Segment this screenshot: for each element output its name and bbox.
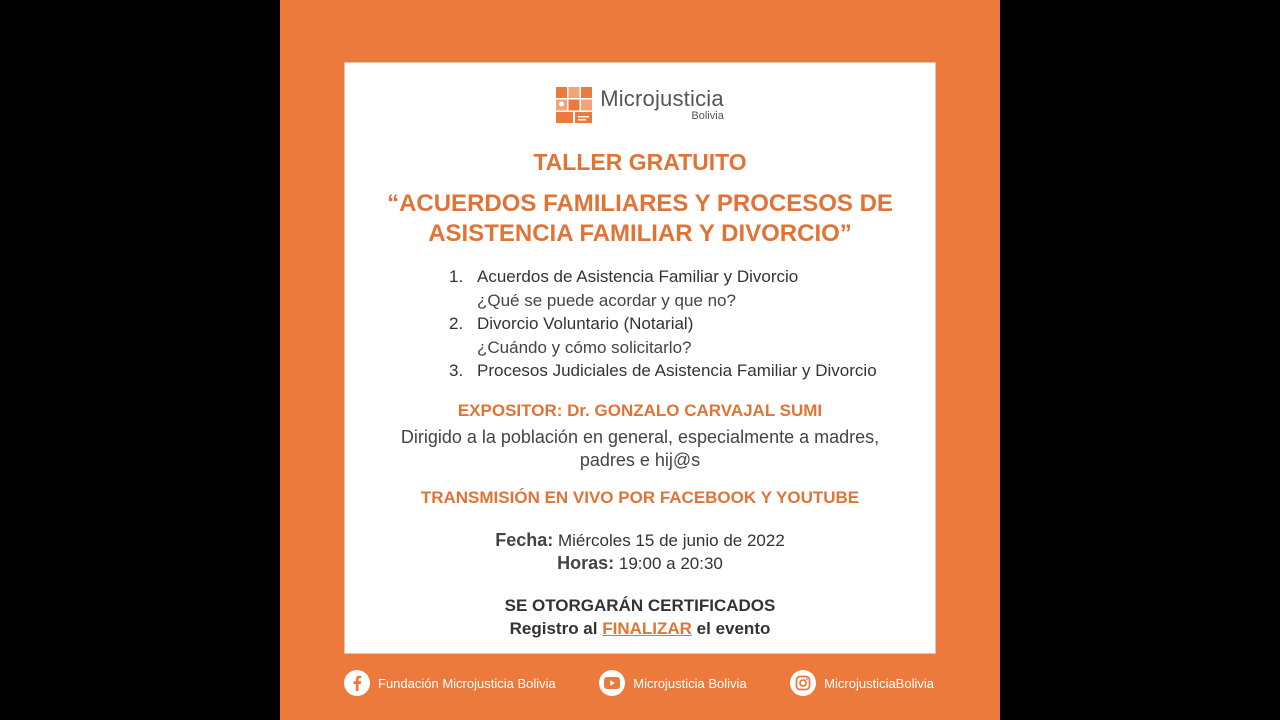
- facebook-link[interactable]: [344, 670, 556, 696]
- certificates-text: SE OTORGARÁN CERTIFICADOS: [504, 596, 776, 615]
- workshop-subtitle-line1: “ACUERDOS FAMILIARES Y PROCESOS DE: [387, 190, 893, 217]
- microjusticia-logo-icon: [556, 87, 592, 123]
- registration-before: Registro al: [509, 619, 598, 638]
- topic-item: [449, 312, 909, 359]
- content-card: [344, 62, 936, 654]
- youtube-link[interactable]: [599, 670, 746, 696]
- topics-list: [449, 265, 909, 383]
- audience-line1: Dirigido a la población en general, especialmente a madres,: [400, 427, 880, 447]
- youtube-label: Microjusticia Bolivia: [633, 675, 747, 691]
- audience-line2: padres e hij@s: [579, 450, 701, 470]
- topic-sub: ¿Qué se puede acordar y que no?: [477, 290, 736, 310]
- time-value: 19:00 a 20:30: [618, 554, 723, 573]
- finalizar-link[interactable]: FINALIZAR: [602, 619, 692, 638]
- expositor: EXPOSITOR: Dr. GONZALO CARVAJAL SUMI: [457, 401, 823, 420]
- topic-main: Procesos Judiciales de Asistencia Familiar y Divorcio: [477, 361, 877, 380]
- facebook-label: Fundación Microjusticia Bolivia: [378, 675, 556, 691]
- topic-item: [449, 265, 909, 312]
- audience-text: [375, 426, 905, 472]
- workshop-title: TALLER GRATUITO: [533, 149, 747, 175]
- live-stream-notice: TRANSMISIÓN EN VIVO POR FACEBOOK Y YOUTUBE: [420, 488, 860, 507]
- logo-name: Microjusticia: [600, 86, 724, 111]
- topic-item: [449, 359, 909, 383]
- poster: [280, 0, 1000, 720]
- instagram-icon: [790, 670, 816, 696]
- event-time: [345, 552, 935, 575]
- workshop-subtitle: [355, 189, 925, 249]
- registration-after: el evento: [696, 619, 771, 638]
- social-footer: [344, 668, 934, 698]
- certificates-notice: [345, 594, 935, 640]
- topic-number: 3.: [449, 361, 464, 380]
- logo: [345, 83, 935, 127]
- instagram-link[interactable]: [790, 670, 934, 696]
- event-schedule: [345, 529, 935, 575]
- workshop-subtitle-line2: ASISTENCIA FAMILIAR Y DIVORCIO”: [428, 220, 852, 247]
- logo-subtitle: Bolivia: [691, 110, 724, 122]
- instagram-label: MicrojusticiaBolivia: [824, 675, 934, 691]
- event-date: [345, 529, 935, 552]
- topic-number: 1.: [449, 267, 464, 286]
- date-value: Miércoles 15 de junio de 2022: [557, 531, 785, 550]
- date-label: Fecha:: [495, 530, 554, 550]
- facebook-icon: [344, 670, 370, 696]
- topic-number: 2.: [449, 314, 464, 333]
- time-label: Horas:: [557, 553, 615, 573]
- topic-sub: ¿Cuándo y cómo solicitarlo?: [477, 337, 692, 357]
- topic-main: Acuerdos de Asistencia Familiar y Divorcio: [477, 267, 799, 286]
- registration-text: [345, 617, 935, 640]
- youtube-icon: [599, 670, 625, 696]
- topic-main: Divorcio Voluntario (Notarial): [477, 314, 694, 333]
